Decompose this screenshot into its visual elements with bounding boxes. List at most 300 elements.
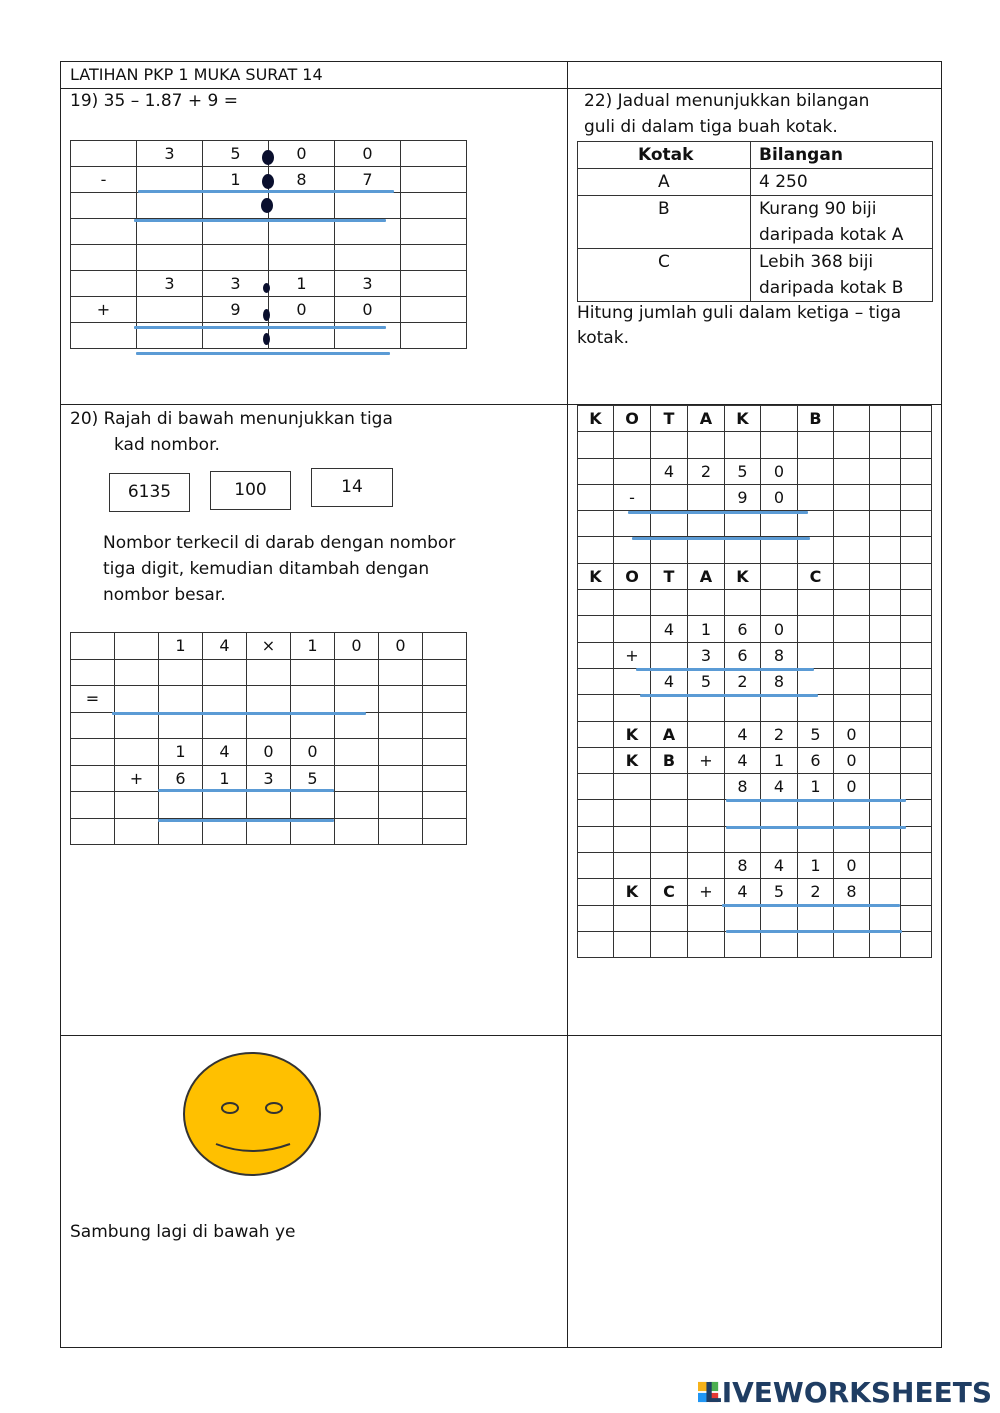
grid-cell [614, 800, 651, 826]
grid-cell: + [688, 879, 725, 905]
grid-cell [870, 484, 901, 510]
q20-grid [70, 632, 467, 845]
grid-cell [870, 721, 901, 747]
grid-cell: 5 [761, 879, 798, 905]
grid-cell [834, 695, 870, 721]
grid-cell [901, 484, 932, 510]
grid-cell [901, 695, 932, 721]
grid-cell [401, 219, 467, 245]
grid-cell [137, 297, 203, 323]
grid-cell [203, 193, 269, 219]
grid-cell [71, 193, 137, 219]
grid-cell: 2 [761, 721, 798, 747]
grid-cell [761, 406, 798, 432]
grid-cell [578, 826, 614, 852]
grid-cell: 1 [291, 633, 335, 660]
grid-row [578, 905, 932, 931]
kotak-table [577, 141, 933, 302]
grid-cell [614, 853, 651, 879]
grid-cell [614, 537, 651, 563]
grid-cell: 0 [834, 747, 870, 773]
grid-cell [115, 712, 159, 739]
grid-cell: 0 [247, 739, 291, 766]
decimal-point [263, 333, 270, 345]
grid-cell [725, 590, 761, 616]
table-header: Kotak [578, 142, 751, 169]
grid-cell: T [651, 406, 688, 432]
page-title: LATIHAN PKP 1 MUKA SURAT 14 [70, 65, 323, 84]
grid-cell: 0 [834, 853, 870, 879]
grid-cell: - [71, 167, 137, 193]
grid-cell: A [688, 406, 725, 432]
grid-cell [578, 616, 614, 642]
grid-cell [71, 633, 115, 660]
answer-line [112, 712, 366, 715]
grid-cell [614, 905, 651, 931]
grid-row [71, 686, 467, 713]
grid-cell [870, 563, 901, 589]
grid-cell [870, 905, 901, 931]
grid-cell [834, 826, 870, 852]
grid-cell [401, 141, 467, 167]
grid-row [578, 563, 932, 589]
grid-cell [401, 271, 467, 297]
grid-cell [901, 774, 932, 800]
grid-cell [203, 659, 247, 686]
grid-cell: K [614, 721, 651, 747]
answer-line [640, 694, 818, 697]
grid-cell: 4 [725, 747, 761, 773]
grid-cell [614, 511, 651, 537]
grid-cell [901, 432, 932, 458]
grid-cell [651, 537, 688, 563]
answer-line [138, 190, 394, 193]
grid-cell: 1 [761, 747, 798, 773]
grid-cell: 0 [379, 633, 423, 660]
grid-row [578, 774, 932, 800]
grid-cell [798, 800, 834, 826]
grid-cell [335, 739, 379, 766]
grid-cell [798, 511, 834, 537]
grid-cell [379, 712, 423, 739]
grid-cell [870, 853, 901, 879]
grid-cell [335, 686, 379, 713]
decimal-point [263, 309, 270, 321]
grid-cell [578, 774, 614, 800]
grid-cell: T [651, 563, 688, 589]
grid-cell: 1 [798, 774, 834, 800]
grid-cell [870, 537, 901, 563]
grid-cell [901, 853, 932, 879]
frame-right [941, 61, 942, 1348]
grid-cell [423, 659, 467, 686]
grid-cell: 8 [725, 774, 761, 800]
grid-cell [761, 537, 798, 563]
grid-cell [115, 686, 159, 713]
grid-cell [688, 774, 725, 800]
grid-cell [870, 590, 901, 616]
grid-cell [834, 668, 870, 694]
answer-line [726, 930, 902, 933]
grid-cell [379, 792, 423, 819]
grid-cell [688, 537, 725, 563]
grid-row [71, 712, 467, 739]
grid-cell [798, 458, 834, 484]
grid-row [578, 432, 932, 458]
grid-cell [423, 818, 467, 845]
grid-cell [578, 642, 614, 668]
grid-cell [901, 590, 932, 616]
grid-cell [688, 695, 725, 721]
grid-cell [291, 712, 335, 739]
grid-cell [401, 323, 467, 349]
grid-cell: 5 [725, 458, 761, 484]
grid-cell: 4 [651, 668, 688, 694]
grid-cell [614, 826, 651, 852]
grid-cell [651, 432, 688, 458]
grid-cell [335, 765, 379, 792]
grid-cell [651, 484, 688, 510]
grid-cell [203, 245, 269, 271]
q22-question: kotak. [577, 328, 629, 348]
grid-cell [291, 686, 335, 713]
grid-cell: 3 [688, 642, 725, 668]
grid-cell [614, 668, 651, 694]
grid-cell [761, 511, 798, 537]
grid-cell [651, 511, 688, 537]
grid-cell: C [651, 879, 688, 905]
grid-cell [901, 879, 932, 905]
q20-desc: tiga digit, kemudian ditambah dengan [103, 559, 430, 579]
grid-cell [834, 563, 870, 589]
grid-cell [159, 712, 203, 739]
grid-cell [798, 695, 834, 721]
grid-cell: 0 [761, 484, 798, 510]
grid-cell [725, 931, 761, 957]
grid-cell: K [614, 747, 651, 773]
grid-cell [798, 590, 834, 616]
grid-cell: 8 [761, 642, 798, 668]
grid-cell [651, 774, 688, 800]
grid-row [578, 537, 932, 563]
grid-cell: + [614, 642, 651, 668]
answer-line [136, 352, 390, 355]
decimal-point [262, 174, 274, 189]
grid-row [578, 800, 932, 826]
grid-cell: 6 [725, 642, 761, 668]
grid-cell [901, 458, 932, 484]
grid-cell [901, 563, 932, 589]
grid-row [578, 826, 932, 852]
grid-cell [401, 297, 467, 323]
grid-cell [291, 659, 335, 686]
grid-cell [401, 245, 467, 271]
grid-cell [578, 853, 614, 879]
decimal-point [261, 198, 273, 213]
q20-line2: kad nombor. [114, 435, 220, 455]
q22-grid [577, 405, 932, 958]
grid-row [71, 765, 467, 792]
grid-cell [725, 905, 761, 931]
grid-cell [688, 721, 725, 747]
grid-cell [115, 818, 159, 845]
grid-cell: 8 [834, 879, 870, 905]
table-cell-line: Kurang 90 biji [759, 199, 877, 219]
grid-cell [870, 616, 901, 642]
grid-cell: 3 [335, 271, 401, 297]
grid-cell [71, 659, 115, 686]
grid-cell: 0 [291, 739, 335, 766]
grid-cell [203, 712, 247, 739]
grid-row [578, 590, 932, 616]
grid-cell [870, 931, 901, 957]
grid-cell [578, 879, 614, 905]
grid-cell [688, 931, 725, 957]
grid-cell [159, 686, 203, 713]
grid-cell [834, 905, 870, 931]
grid-cell: 8 [761, 668, 798, 694]
grid-cell [834, 590, 870, 616]
answer-line [628, 511, 808, 514]
grid-cell [901, 800, 932, 826]
grid-cell [115, 633, 159, 660]
grid-row [578, 642, 932, 668]
q20-desc: Nombor terkecil di darab dengan nombor [103, 533, 456, 553]
grid-cell [335, 818, 379, 845]
grid-cell [578, 432, 614, 458]
grid-cell: 4 [651, 458, 688, 484]
grid-cell: K [614, 879, 651, 905]
number-card: 6135 [109, 473, 190, 512]
grid-cell: 2 [798, 879, 834, 905]
grid-cell: 0 [834, 721, 870, 747]
grid-cell [137, 219, 203, 245]
grid-cell [423, 792, 467, 819]
grid-cell [834, 432, 870, 458]
grid-row [578, 879, 932, 905]
grid-cell [798, 616, 834, 642]
grid-cell [901, 905, 932, 931]
grid-cell [834, 458, 870, 484]
grid-cell [901, 616, 932, 642]
grid-cell [651, 931, 688, 957]
grid-row [578, 484, 932, 510]
table-cell [751, 249, 933, 302]
answer-line [158, 789, 334, 792]
q22-question: Hitung jumlah guli dalam ketiga – tiga [577, 303, 902, 323]
grid-cell [159, 659, 203, 686]
grid-cell: K [578, 563, 614, 589]
table-cell: B [578, 196, 751, 249]
grid-cell [137, 245, 203, 271]
grid-row [578, 747, 932, 773]
grid-cell [423, 633, 467, 660]
number-card: 14 [311, 468, 393, 507]
grid-cell [335, 792, 379, 819]
grid-row [578, 853, 932, 879]
grid-row [578, 458, 932, 484]
grid-cell [423, 765, 467, 792]
grid-cell [379, 765, 423, 792]
grid-cell: B [798, 406, 834, 432]
grid-cell: 0 [834, 774, 870, 800]
grid-cell [137, 193, 203, 219]
grid-cell [159, 792, 203, 819]
decimal-point [262, 150, 274, 165]
grid-cell: + [115, 765, 159, 792]
grid-cell: - [614, 484, 651, 510]
grid-cell: 5 [688, 668, 725, 694]
grid-cell [870, 879, 901, 905]
answer-line [726, 826, 906, 829]
grid-cell [137, 167, 203, 193]
grid-cell [71, 323, 137, 349]
grid-cell: 3 [137, 141, 203, 167]
grid-cell [269, 219, 335, 245]
grid-cell: 0 [761, 458, 798, 484]
brand-text: LIVEWORKSHEETS [703, 1376, 992, 1409]
grid-cell: 0 [335, 633, 379, 660]
grid-cell: 7 [335, 167, 401, 193]
grid-cell [798, 931, 834, 957]
grid-cell: 4 [725, 879, 761, 905]
footer-note: Sambung lagi di bawah ye [70, 1222, 296, 1242]
grid-cell [901, 747, 932, 773]
grid-cell [578, 537, 614, 563]
grid-cell [761, 931, 798, 957]
grid-cell [870, 642, 901, 668]
grid-cell: 6 [798, 747, 834, 773]
grid-cell [901, 668, 932, 694]
grid-cell: 1 [159, 739, 203, 766]
grid-cell: 6 [159, 765, 203, 792]
grid-row [578, 406, 932, 432]
answer-line [158, 819, 334, 822]
grid-cell [247, 792, 291, 819]
grid-cell [870, 668, 901, 694]
grid-cell: 1 [798, 853, 834, 879]
grid-row [578, 668, 932, 694]
grid-row [578, 616, 932, 642]
grid-cell [71, 765, 115, 792]
q22-line1: 22) Jadual menunjukkan bilangan [584, 91, 870, 111]
grid-cell: K [725, 563, 761, 589]
grid-cell: 2 [725, 668, 761, 694]
table-cell: A [578, 169, 751, 196]
answer-line [632, 537, 810, 540]
grid-cell: C [798, 563, 834, 589]
grid-cell [115, 739, 159, 766]
grid-cell [901, 826, 932, 852]
grid-cell [651, 853, 688, 879]
grid-cell: 3 [137, 271, 203, 297]
grid-cell [725, 432, 761, 458]
grid-cell [651, 590, 688, 616]
grid-cell [798, 905, 834, 931]
grid-cell: 3 [203, 271, 269, 297]
grid-cell [71, 818, 115, 845]
grid-cell [614, 590, 651, 616]
grid-cell [688, 826, 725, 852]
grid-cell [901, 721, 932, 747]
grid-cell [901, 537, 932, 563]
grid-cell [614, 695, 651, 721]
grid-cell [247, 659, 291, 686]
grid-cell [578, 695, 614, 721]
answer-line [134, 326, 386, 329]
grid-cell [71, 219, 137, 245]
grid-cell [834, 616, 870, 642]
grid-cell [578, 511, 614, 537]
grid-cell [423, 739, 467, 766]
grid-cell [614, 458, 651, 484]
grid-cell [761, 905, 798, 931]
grid-cell: 0 [335, 297, 401, 323]
grid-cell [335, 712, 379, 739]
grid-cell: 0 [335, 141, 401, 167]
table-cell-line: Lebih 368 biji [759, 252, 874, 272]
q19-question: 19) 35 – 1.87 + 9 = [70, 91, 238, 111]
q20-line1: 20) Rajah di bawah menunjukkan tiga [70, 409, 393, 429]
q20-desc: nombor besar. [103, 585, 226, 605]
grid-cell: = [71, 686, 115, 713]
grid-cell: 4 [761, 853, 798, 879]
grid-cell [71, 739, 115, 766]
grid-cell [335, 659, 379, 686]
grid-row [578, 511, 932, 537]
smiley-icon [182, 1050, 324, 1178]
grid-cell [761, 563, 798, 589]
grid-cell [870, 458, 901, 484]
grid-cell [870, 695, 901, 721]
grid-row [578, 695, 932, 721]
grid-cell [798, 642, 834, 668]
grid-cell [901, 642, 932, 668]
grid-cell [798, 537, 834, 563]
grid-cell: 4 [203, 633, 247, 660]
grid-cell [761, 800, 798, 826]
grid-cell [578, 590, 614, 616]
grid-cell [203, 219, 269, 245]
grid-cell [379, 686, 423, 713]
grid-cell [725, 511, 761, 537]
answer-line [134, 219, 386, 222]
grid-row [578, 721, 932, 747]
grid-cell: 9 [725, 484, 761, 510]
grid-cell [761, 590, 798, 616]
grid-cell [423, 712, 467, 739]
grid-cell [870, 511, 901, 537]
grid-cell: B [651, 747, 688, 773]
grid-cell: 5 [203, 141, 269, 167]
grid-cell [834, 511, 870, 537]
grid-cell [761, 826, 798, 852]
grid-cell [688, 905, 725, 931]
grid-cell [901, 931, 932, 957]
grid-row [71, 792, 467, 819]
grid-cell [901, 406, 932, 432]
grid-cell [578, 800, 614, 826]
grid-cell [725, 537, 761, 563]
grid-cell: K [578, 406, 614, 432]
grid-cell: 6 [725, 616, 761, 642]
grid-cell [578, 931, 614, 957]
grid-cell [834, 484, 870, 510]
answer-line [722, 904, 900, 907]
grid-cell [651, 826, 688, 852]
grid-cell [401, 193, 467, 219]
table-cell [751, 196, 933, 249]
